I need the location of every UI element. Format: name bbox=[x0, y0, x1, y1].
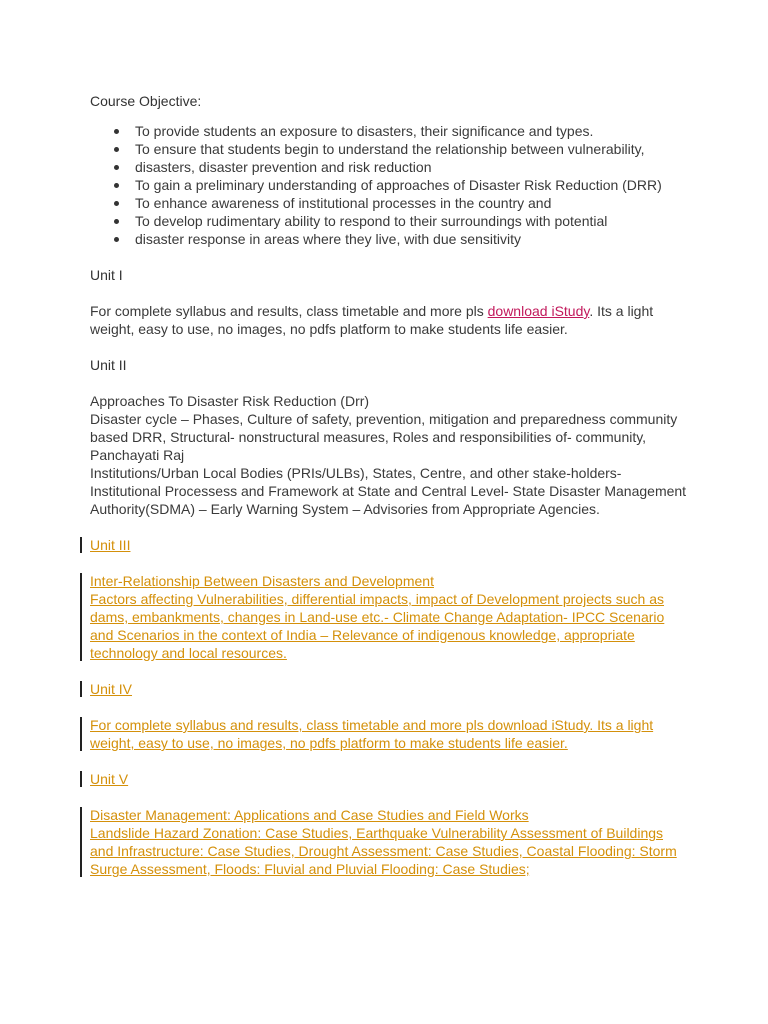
objective-item: To develop rudimentary ability to respond to their surroundings with potential bbox=[135, 212, 690, 230]
unit-1-text bbox=[90, 302, 690, 338]
unit-2-title: Unit II bbox=[90, 357, 127, 373]
unit-2-line: Approaches To Disaster Risk Reduction (Drr) bbox=[90, 393, 370, 409]
unit-1-text-before: For complete syllabus and results, class timetable and more pls bbox=[90, 303, 488, 319]
objective-item: To enhance awareness of institutional processes in the country and bbox=[135, 194, 690, 212]
unit-5-title[interactable]: Unit V bbox=[90, 770, 690, 788]
unit-2-line: Disaster cycle – Phases, Culture of safety, prevention, mitigation and preparedness community based DRR, Structural- nonstructural measures, Roles and responsibilities of- community, Panchayati Raj bbox=[90, 411, 678, 463]
objective-item: To provide students an exposure to disasters, their significance and types. bbox=[135, 122, 690, 140]
unit-4-title[interactable]: Unit IV bbox=[90, 680, 690, 698]
unit-3-title[interactable]: Unit III bbox=[90, 536, 690, 554]
objective-item: To gain a preliminary understanding of approaches of Disaster Risk Reduction (DRR) bbox=[135, 176, 690, 194]
objective-item: To ensure that students begin to understand the relationship between vulnerability, bbox=[135, 140, 690, 158]
unit-5-line[interactable]: Landslide Hazard Zonation: Case Studies, Earthquake Vulnerability Assessment of Buildings and Infrastructure: Case Studies, Drought Assessment: Case Studies, Coastal Flooding: Storm Surge Assessment, Floods: Fluvial and Pluvial Flooding: Case Studies; bbox=[90, 825, 677, 877]
download-istudy-link[interactable]: download iStudy bbox=[487, 303, 590, 319]
unit-1-text-after: . Its a light weight, easy to use, no images, no pdfs platform to make students life easier. bbox=[90, 303, 654, 337]
unit-5-body[interactable] bbox=[90, 806, 690, 878]
unit-2-line: Institutions/Urban Local Bodies (PRIs/ULBs), States, Centre, and other stake-holders- Institutional Processess and Framework at State and Central Level- State Disaster Management Authority(SDMA) – Early Warning System – Advisories from Appropriate Agencies. bbox=[90, 465, 687, 517]
unit-3-body[interactable] bbox=[90, 572, 690, 662]
unit-3-line[interactable]: Inter-Relationship Between Disasters and Development bbox=[90, 573, 434, 589]
unit-3-line[interactable]: Factors affecting Vulnerabilities, differential impacts, impact of Development projects such as dams, embankments, changes in Land-use etc.- Climate Change Adaptation- IPCC Scenario and Scenarios in the context of India – Relevance of indigenous knowledge, appropriate technology and local resources. bbox=[90, 591, 665, 661]
unit-4-text[interactable]: For complete syllabus and results, class timetable and more pls download iStudy. Its a light weight, easy to use, no images, no pdfs platform to make students life easier. bbox=[90, 716, 690, 752]
objective-item: disaster response in areas where they live, with due sensitivity bbox=[135, 230, 690, 248]
unit-1-title: Unit I bbox=[90, 267, 123, 283]
objectives-list bbox=[90, 122, 690, 248]
course-objective-heading: Course Objective: bbox=[90, 93, 202, 109]
objective-item: disasters, disaster prevention and risk reduction bbox=[135, 158, 690, 176]
unit-2-body bbox=[90, 392, 690, 518]
unit-5-line[interactable]: Disaster Management: Applications and Case Studies and Field Works bbox=[90, 807, 529, 823]
